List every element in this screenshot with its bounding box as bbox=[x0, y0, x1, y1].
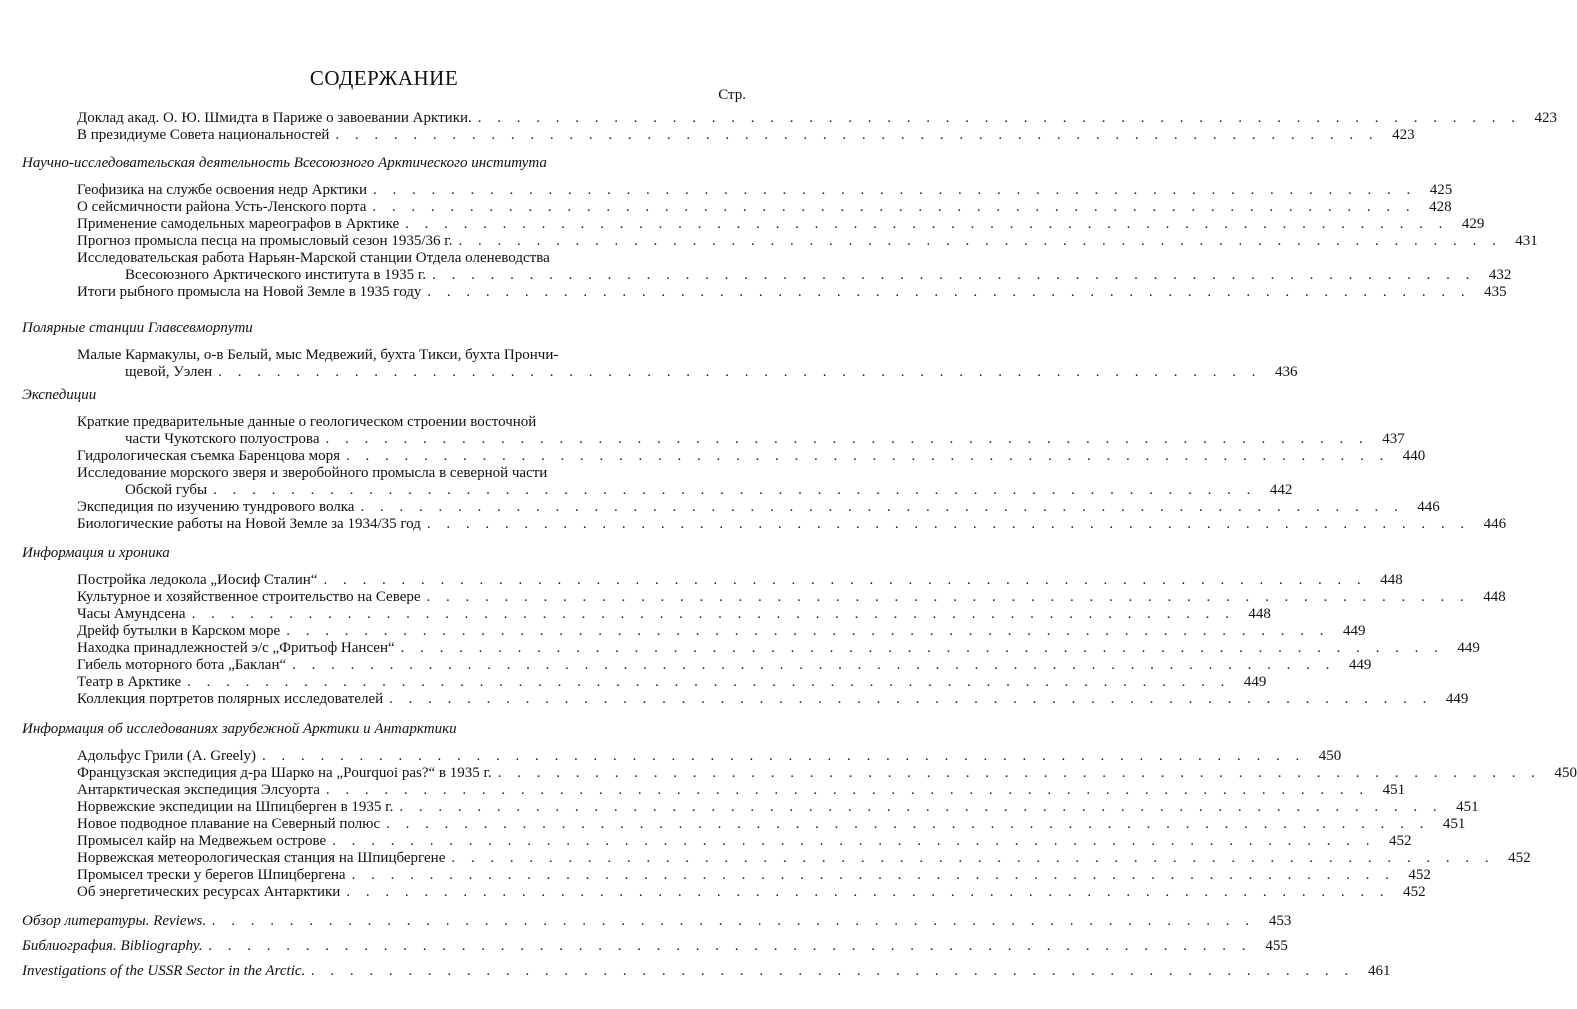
dot-leader: . . . . . . . . . . . . . . . . . . . . . . . . . . . . . . . . . . . . . . . . . . . . . . . . . . . . . . bbox=[372, 199, 1416, 215]
toc-entry[interactable] bbox=[77, 216, 1485, 233]
dot-leader: . . . . . . . . . . . . . . . . . . . . . . . . . . . . . . . . . . . . . . . . . . . . . . . . . . . . . . bbox=[458, 233, 1502, 249]
dot-leader: . . . . . . . . . . . . . . . . . . . . . . . . . . . . . . . . . . . . . . . . . . . . . . . . . . . . . . bbox=[218, 364, 1262, 380]
toc-entry[interactable] bbox=[77, 482, 1293, 499]
entry-page: 449 bbox=[1342, 623, 1366, 639]
toc-entry[interactable] bbox=[77, 448, 1426, 465]
dot-leader: . . . . . . . . . . . . . . . . . . . . . . . . . . . . . . . . . . . . . . . . . . . . . . . . . . . . . . bbox=[187, 674, 1231, 690]
entry-title: Итоги рыбного промысла на Новой Земле в 1935 году bbox=[77, 284, 422, 300]
entry-page: 442 bbox=[1269, 482, 1293, 498]
toc-entry[interactable] bbox=[77, 606, 1271, 623]
entry-title: Геофизика на службе освоения недр Арктики bbox=[77, 182, 367, 198]
entry-title: Об энергетических ресурсах Антарктики bbox=[77, 884, 341, 900]
entry-page: 449 bbox=[1457, 640, 1480, 656]
entry-title: Обзор литературы. Reviews. bbox=[22, 913, 207, 929]
entry-page: 436 bbox=[1274, 364, 1298, 380]
entry-page: 428 bbox=[1429, 199, 1452, 215]
entry-page: 448 bbox=[1248, 606, 1271, 622]
entry-title: Обской губы bbox=[125, 482, 208, 498]
section-heading: Полярные станции Главсевморпути bbox=[22, 320, 253, 336]
toc-entry[interactable] bbox=[77, 674, 1267, 691]
entry-title: Всесоюзного Арктического института в 1935 г. bbox=[125, 267, 427, 283]
dot-leader: . . . . . . . . . . . . . . . . . . . . . . . . . . . . . . . . . . . . . . . . . . . . . . . . . . . . . . bbox=[325, 782, 1370, 798]
entry-page: 429 bbox=[1461, 216, 1485, 232]
toc-entry[interactable] bbox=[77, 110, 1558, 127]
dot-leader: . . . . . . . . . . . . . . . . . . . . . . . . . . . . . . . . . . . . . . . . . . . . . . . . . . . . . . bbox=[405, 216, 1449, 232]
dot-leader: . . . . . . . . . . . . . . . . . . . . . . . . . . . . . . . . . . . . . . . . . . . . . . . . . . . . . . bbox=[477, 110, 1522, 126]
entry-title: Коллекция портретов полярных исследователей bbox=[77, 691, 384, 707]
toc-entry[interactable] bbox=[77, 589, 1506, 606]
entry-title: Находка принадлежностей э/с „Фритьоф Нансен“ bbox=[77, 640, 395, 656]
entry-title: Норвежские экспедиции на Шпицберген в 1935 г. bbox=[77, 799, 394, 815]
toc-entry[interactable] bbox=[77, 516, 1507, 533]
entry-title: Промысел кайр на Медвежьем острове bbox=[77, 833, 327, 849]
entry-title: Исследовательская работа Нарьян-Марской станции Отдела оленеводства bbox=[77, 250, 550, 266]
toc-entry[interactable] bbox=[77, 640, 1480, 657]
entry-page: 449 bbox=[1348, 657, 1372, 673]
dot-leader: . . . . . . . . . . . . . . . . . . . . . . . . . . . . . . . . . . . . . . . . . . . . . . . . . . . . . . bbox=[346, 884, 1390, 900]
entry-title: Адольфус Грили (A. Greely) bbox=[77, 748, 256, 764]
entry-title: Антарктическая экспедиция Элсуорта bbox=[77, 782, 320, 798]
dot-leader: . . . . . . . . . . . . . . . . . . . . . . . . . . . . . . . . . . . . . . . . . . . . . . . . . . . . . . bbox=[335, 127, 1379, 143]
section-heading: Информация об исследованиях зарубежной Арктики и Антарктики bbox=[22, 721, 457, 737]
dot-leader: . . . . . . . . . . . . . . . . . . . . . . . . . . . . . . . . . . . . . . . . . . . . . . . . . . . . . . bbox=[426, 589, 1470, 605]
entry-page: 451 bbox=[1456, 799, 1479, 815]
entry-page: 455 bbox=[1265, 938, 1288, 954]
toc-entry[interactable] bbox=[77, 799, 1479, 816]
entry-title: части Чукотского полуострова bbox=[125, 431, 320, 447]
toc-entry[interactable] bbox=[77, 572, 1403, 589]
dot-leader: . . . . . . . . . . . . . . . . . . . . . . . . . . . . . . . . . . . . . . . . . . . . . . . . . . . . . . bbox=[497, 765, 1541, 781]
dot-leader: . . . . . . . . . . . . . . . . . . . . . . . . . . . . . . . . . . . . . . . . . . . . . . . . . . . . . . bbox=[325, 431, 1369, 447]
dot-leader: . . . . . . . . . . . . . . . . . . . . . . . . . . . . . . . . . . . . . . . . . . . . . . . . . . . . . . bbox=[213, 482, 1257, 498]
entry-page: 451 bbox=[1382, 782, 1406, 798]
dot-leader: . . . . . . . . . . . . . . . . . . . . . . . . . . . . . . . . . . . . . . . . . . . . . . . . . . . . . . bbox=[311, 963, 1355, 979]
toc-entry[interactable] bbox=[77, 748, 1342, 765]
entry-page: 452 bbox=[1388, 833, 1412, 849]
entry-title: Прогноз промысла песца на промысловый сезон 1935/36 г. bbox=[77, 233, 453, 249]
entry-page: 452 bbox=[1403, 884, 1426, 900]
dot-leader: . . . . . . . . . . . . . . . . . . . . . . . . . . . . . . . . . . . . . . . . . . . . . . . . . . . . . . bbox=[208, 938, 1252, 954]
toc-entry[interactable] bbox=[77, 499, 1440, 516]
toc-entry[interactable] bbox=[77, 867, 1431, 884]
entry-page: 435 bbox=[1484, 284, 1507, 300]
entry-page: 432 bbox=[1488, 267, 1512, 283]
entry-title: Биологические работы на Новой Земле за 1934/35 год bbox=[77, 516, 421, 532]
entry-page: 437 bbox=[1382, 431, 1405, 447]
entry-page: 446 bbox=[1417, 499, 1440, 515]
dot-leader: . . . . . . . . . . . . . . . . . . . . . . . . . . . . . . . . . . . . . . . . . . . . . . . . . . . . . . bbox=[286, 623, 1330, 639]
toc-entry[interactable] bbox=[77, 182, 1453, 199]
entry-page: 448 bbox=[1483, 589, 1506, 605]
dot-leader: . . . . . . . . . . . . . . . . . . . . . . . . . . . . . . . . . . . . . . . . . . . . . . . . . . . . . . bbox=[262, 748, 1306, 764]
toc-entry[interactable] bbox=[77, 850, 1531, 867]
entry-page: 423 bbox=[1534, 110, 1558, 126]
toc-entry[interactable] bbox=[77, 431, 1405, 448]
dot-leader: . . . . . . . . . . . . . . . . . . . . . . . . . . . . . . . . . . . . . . . . . . . . . . . . . . . . . . bbox=[212, 913, 1256, 929]
toc-entry[interactable] bbox=[77, 884, 1426, 901]
entry-title: Французская экспедиция д-ра Шарко на „Pourquoi pas?“ в 1935 г. bbox=[77, 765, 492, 781]
entry-page: 450 bbox=[1554, 765, 1577, 781]
entry-title: В президиуме Совета национальностей bbox=[77, 127, 330, 143]
entry-title: Культурное и хозяйственное строительство на Севере bbox=[77, 589, 421, 605]
entry-title: Промысел трески у берегов Шпицбергена bbox=[77, 867, 346, 883]
entry-title: Новое подводное плавание на Северный полюс bbox=[77, 816, 381, 832]
section-heading: Научно-исследовательская деятельность Всесоюзного Арктического института bbox=[22, 155, 547, 171]
toc-entry[interactable] bbox=[77, 364, 1298, 381]
entry-page: 453 bbox=[1268, 913, 1292, 929]
entry-title: Дрейф бутылки в Карском море bbox=[77, 623, 281, 639]
entry-page: 423 bbox=[1392, 127, 1415, 143]
toc-entry[interactable] bbox=[22, 913, 1292, 930]
toc-entry[interactable] bbox=[77, 284, 1507, 301]
entry-title: Часы Амундсена bbox=[77, 606, 186, 622]
entry-title: Постройка ледокола „Иосиф Сталин“ bbox=[77, 572, 318, 588]
entry-page: 451 bbox=[1442, 816, 1466, 832]
entry-title: О сейсмичности района Усть-Ленского порта bbox=[77, 199, 367, 215]
entry-title: Применение самодельных мареографов в Арктике bbox=[77, 216, 400, 232]
dot-leader: . . . . . . . . . . . . . . . . . . . . . . . . . . . . . . . . . . . . . . . . . . . . . . . . . . . . . . bbox=[351, 867, 1395, 883]
entry-page: 448 bbox=[1380, 572, 1403, 588]
entry-page: 452 bbox=[1408, 867, 1431, 883]
entry-title: Гидрологическая съемка Баренцова моря bbox=[77, 448, 341, 464]
toc-entry[interactable] bbox=[77, 199, 1452, 216]
dot-leader: . . . . . . . . . . . . . . . . . . . . . . . . . . . . . . . . . . . . . . . . . . . . . . . . . . . . . . bbox=[451, 850, 1495, 866]
dot-leader: . . . . . . . . . . . . . . . . . . . . . . . . . . . . . . . . . . . . . . . . . . . . . . . . . . . . . . bbox=[400, 640, 1444, 656]
entry-title: Малые Кармакулы, о-в Белый, мыс Медвежий, бухта Тикси, бухта Прончи- bbox=[77, 347, 559, 363]
entry-title: Гибель моторного бота „Баклан“ bbox=[77, 657, 287, 673]
entry-page: 446 bbox=[1483, 516, 1507, 532]
entry-title: Экспедиция по изучению тундрового волка bbox=[77, 499, 355, 515]
dot-leader: . . . . . . . . . . . . . . . . . . . . . . . . . . . . . . . . . . . . . . . . . . . . . . . . . . . . . . bbox=[427, 284, 1471, 300]
dot-leader: . . . . . . . . . . . . . . . . . . . . . . . . . . . . . . . . . . . . . . . . . . . . . . . . . . . . . . bbox=[332, 833, 1376, 849]
toc-entry[interactable] bbox=[77, 782, 1406, 799]
entry-page: 440 bbox=[1402, 448, 1426, 464]
entry-page: 449 bbox=[1243, 674, 1267, 690]
dot-leader: . . . . . . . . . . . . . . . . . . . . . . . . . . . . . . . . . . . . . . . . . . . . . . . . . . . . . . bbox=[399, 799, 1443, 815]
toc-entry[interactable] bbox=[77, 657, 1372, 674]
entry-page: 450 bbox=[1318, 748, 1342, 764]
entry-title: Норвежская метеорологическая станция на Шпицбергене bbox=[77, 850, 446, 866]
toc-entry[interactable] bbox=[77, 833, 1412, 850]
toc-entry[interactable] bbox=[22, 938, 1288, 955]
entry-title: Исследование морского зверя и зверобойного промысла в северной части bbox=[77, 465, 548, 481]
dot-leader: . . . . . . . . . . . . . . . . . . . . . . . . . . . . . . . . . . . . . . . . . . . . . . . . . . . . . . bbox=[373, 182, 1417, 198]
dot-leader: . . . . . . . . . . . . . . . . . . . . . . . . . . . . . . . . . . . . . . . . . . . . . . . . . . . . . . bbox=[432, 267, 1476, 283]
toc-title: СОДЕРЖАНИЕ bbox=[309, 66, 459, 90]
toc-entry[interactable] bbox=[77, 691, 1469, 708]
dot-leader: . . . . . . . . . . . . . . . . . . . . . . . . . . . . . . . . . . . . . . . . . . . . . . . . . . . . . . bbox=[389, 691, 1433, 707]
entry-title: Библиография. Bibliography. bbox=[22, 938, 203, 954]
dot-leader: . . . . . . . . . . . . . . . . . . . . . . . . . . . . . . . . . . . . . . . . . . . . . . . . . . . . . . bbox=[323, 572, 1367, 588]
toc-entry[interactable] bbox=[77, 623, 1366, 640]
toc-entry[interactable] bbox=[77, 233, 1538, 250]
entry-title: Краткие предварительные данные о геологическом строении восточной bbox=[77, 414, 537, 430]
toc-entry[interactable] bbox=[22, 963, 1391, 980]
entry-page: 449 bbox=[1445, 691, 1469, 707]
toc-entry[interactable] bbox=[77, 765, 1577, 782]
entry-page: 452 bbox=[1508, 850, 1531, 866]
entry-title: Доклад акад. О. Ю. Шмидта в Париже о завоевании Арктики. bbox=[77, 110, 472, 126]
entry-title: щевой, Уэлен bbox=[125, 364, 213, 380]
dot-leader: . . . . . . . . . . . . . . . . . . . . . . . . . . . . . . . . . . . . . . . . . . . . . . . . . . . . . . bbox=[346, 448, 1390, 464]
section-heading: Экспедиции bbox=[22, 387, 97, 403]
entry-title: Театр в Арктике bbox=[77, 674, 182, 690]
dot-leader: . . . . . . . . . . . . . . . . . . . . . . . . . . . . . . . . . . . . . . . . . . . . . . . . . . . . . . bbox=[426, 516, 1471, 532]
entry-page: 425 bbox=[1429, 182, 1453, 198]
toc-entry[interactable] bbox=[77, 816, 1466, 833]
entry-page: 461 bbox=[1368, 963, 1391, 979]
dot-leader: . . . . . . . . . . . . . . . . . . . . . . . . . . . . . . . . . . . . . . . . . . . . . . . . . . . . . . bbox=[191, 606, 1235, 622]
entry-title: Investigations of the USSR Sector in the Arctic. bbox=[22, 963, 306, 979]
entry-page: 431 bbox=[1515, 233, 1538, 249]
dot-leader: . . . . . . . . . . . . . . . . . . . . . . . . . . . . . . . . . . . . . . . . . . . . . . . . . . . . . . bbox=[292, 657, 1336, 673]
page-column-label: Стр. bbox=[718, 87, 746, 103]
dot-leader: . . . . . . . . . . . . . . . . . . . . . . . . . . . . . . . . . . . . . . . . . . . . . . . . . . . . . . bbox=[360, 499, 1404, 515]
section-heading: Информация и хроника bbox=[22, 545, 170, 561]
toc-entry[interactable] bbox=[77, 267, 1512, 284]
toc-entry[interactable] bbox=[77, 127, 1415, 144]
dot-leader: . . . . . . . . . . . . . . . . . . . . . . . . . . . . . . . . . . . . . . . . . . . . . . . . . . . . . . bbox=[386, 816, 1430, 832]
